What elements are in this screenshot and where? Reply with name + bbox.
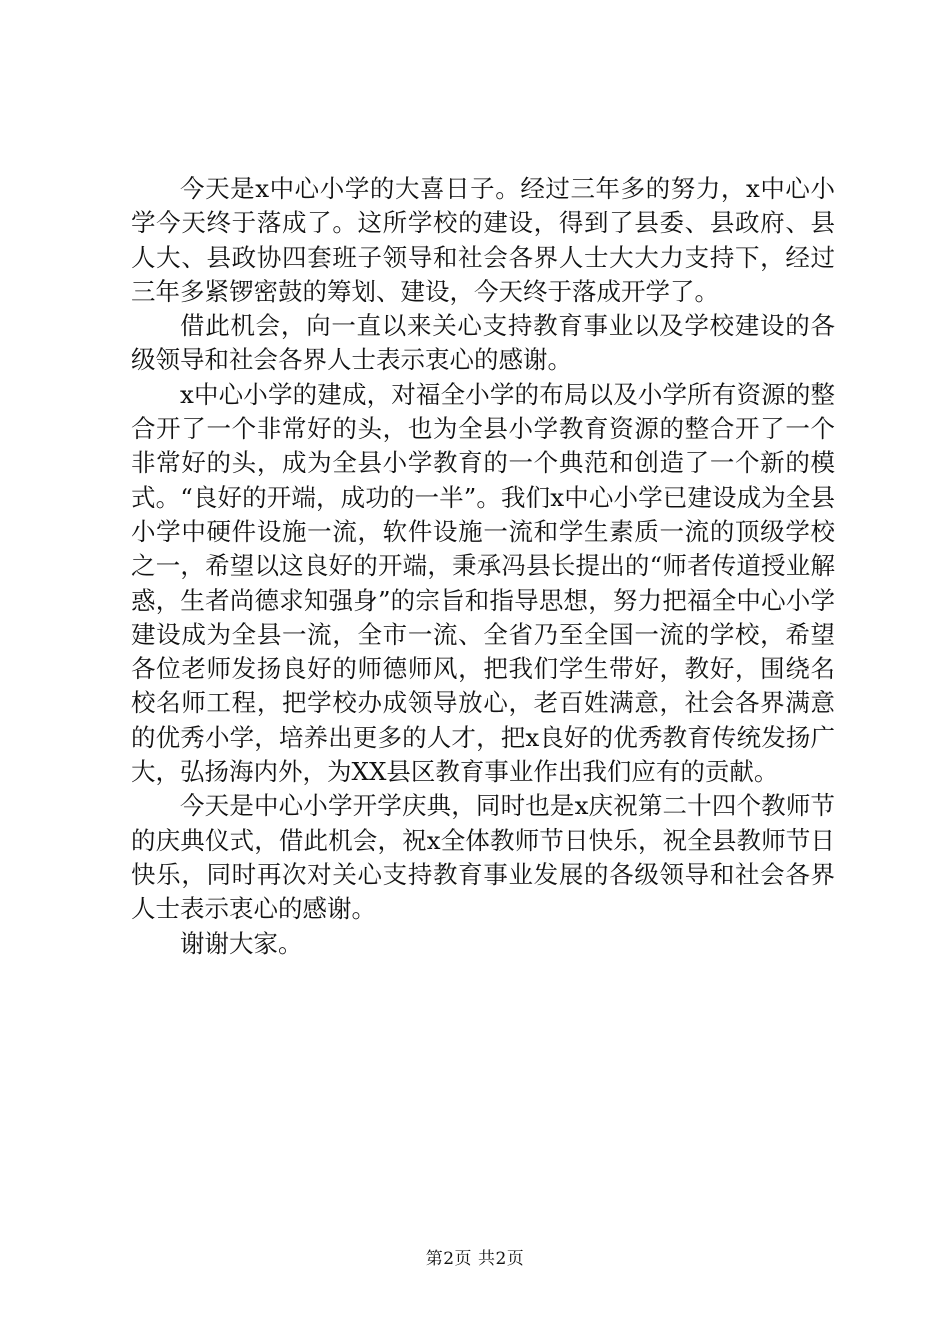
paragraph: x中心小学的建成，对福全小学的布局以及小学所有资源的整合开了一个非常好的头，也为全县小学教育资源的整合开了一个非常好的头，成为全县小学教育的一个典范和创造了一个新的模式。“良好的开端，成功的一半”。我们x中心小学已建设成为全县小学中硬件设施一流，软件设施一流和学生素质一流的顶级学校之一，希望以这良好的开端，秉承冯县长提出的“师者传道授业解惑，生者尚德求知强身”的宗旨和指导思想，努力把福全中心小学建设成为全县一流，全市一流、全省乃至全国一流的学校，希望各位老师发扬良好的师德师风，把我们学生带好，教好，围绕名校名师工程，把学校办成领导放心，老百姓满意，社会各界满意的优秀小学，培养出更多的人才，把x良好的优秀教育传统发扬广大，弘扬海内外，为XX县区教育事业作出我们应有的贡献。	[131, 379, 835, 787]
page-footer: 第2页 共2页	[425, 1249, 525, 1269]
document-body	[131, 172, 835, 961]
paragraph: 今天是中心小学开学庆典，同时也是x庆祝第二十四个教师节的庆典仪式，借此机会，祝x全体教师节日快乐，祝全县教师节日快乐，同时再次对关心支持教育事业发展的各级领导和社会各界人士表示衷心的感谢。	[131, 791, 835, 924]
paragraph: 今天是x中心小学的大喜日子。经过三年多的努力，x中心小学今天终于落成了。这所学校的建设，得到了县委、县政府、县人大、县政协四套班子领导和社会各界人士大大力支持下，经过三年多紧锣密鼓的筹划、建设，今天终于落成开学了。	[131, 174, 835, 306]
paragraph: 谢谢大家。	[180, 928, 303, 958]
paragraph: 借此机会，向一直以来关心支持教育事业以及学校建设的各级领导和社会各界人士表示衷心的感谢。	[131, 311, 835, 375]
